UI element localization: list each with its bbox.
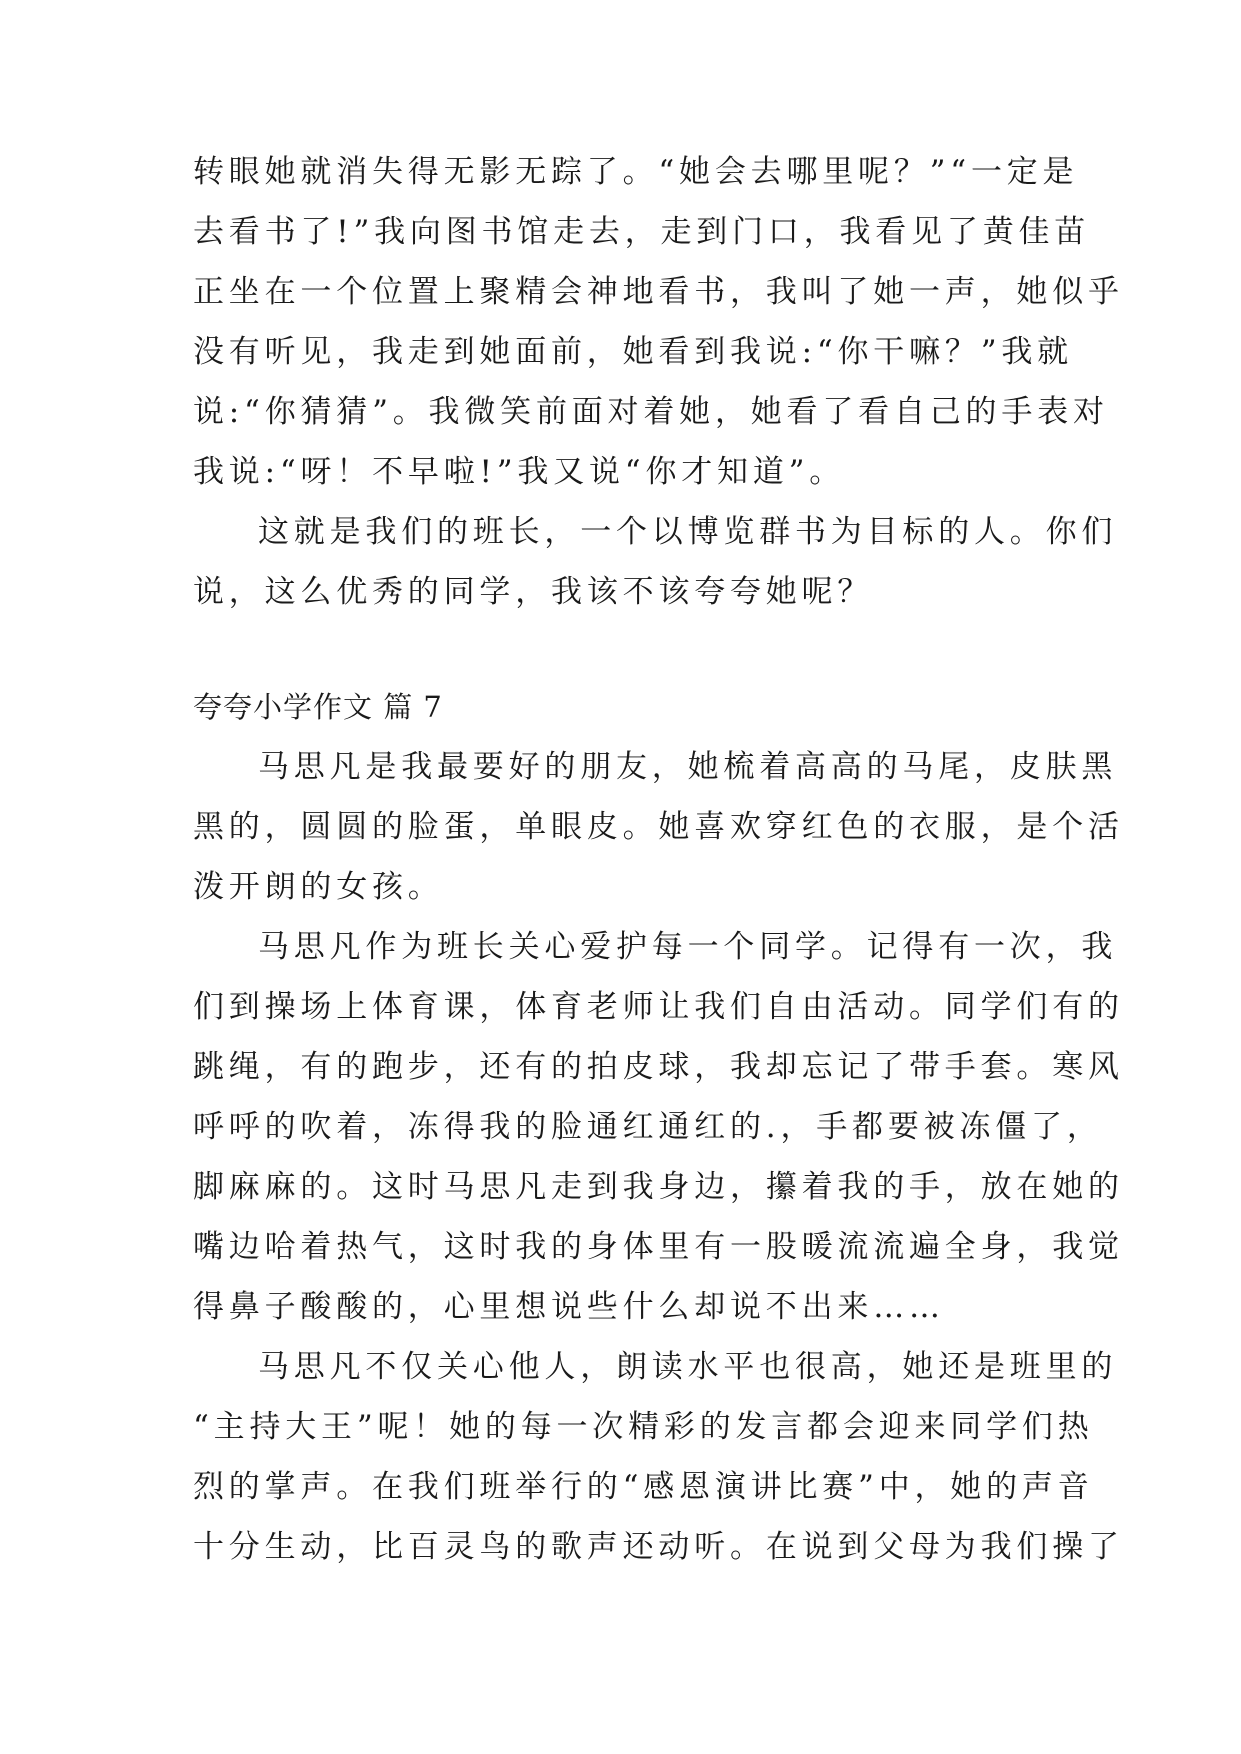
- text-line: 呼呼的吹着，冻得我的脸通红通红的.，手都要被冻僵了，: [193, 1109, 1103, 1145]
- text-line: 转眼她就消失得无影无踪了。“她会去哪里呢？”“一定是: [193, 154, 1079, 190]
- text-line: 十分生动，比百灵鸟的歌声还动听。在说到父母为我们操了: [193, 1529, 1124, 1565]
- text-line: 脚麻麻的。这时马思凡走到我身边，攥着我的手，放在她的: [193, 1169, 1124, 1205]
- text-line: 说，这么优秀的同学，我该不该夸夸她呢？: [193, 574, 874, 610]
- text-line: 马思凡作为班长关心爱护每一个同学。记得有一次，我: [258, 929, 1118, 965]
- text-line: 正坐在一个位置上聚精会神地看书，我叫了她一声，她似乎: [193, 274, 1124, 310]
- text-line: 马思凡是我最要好的朋友，她梳着高高的马尾，皮肤黑: [258, 749, 1118, 785]
- text-line: 烈的掌声。在我们班举行的“感恩演讲比赛”中，她的声音: [193, 1469, 1094, 1505]
- text-line: 去看书了!”我向图书馆走去，走到门口，我看见了黄佳苗: [193, 214, 1091, 250]
- text-line: 我说:“呀！不早啦!”我又说“你才知道”。: [193, 454, 846, 490]
- text-line: 得鼻子酸酸的，心里想说些什么却说不出来……: [193, 1289, 945, 1325]
- text-line: 嘴边哈着热气，这时我的身体里有一股暖流流遍全身，我觉: [193, 1229, 1124, 1265]
- text-line: 没有听见，我走到她面前，她看到我说:“你干嘛？”我就: [193, 334, 1073, 370]
- text-line: 说:“你猜猜”。我微笑前面对着她，她看了看自己的手表对: [193, 394, 1109, 430]
- text-line: 们到操场上体育课，体育老师让我们自由活动。同学们有的: [193, 989, 1124, 1025]
- text-line: 马思凡不仅关心他人，朗读水平也很高，她还是班里的: [258, 1349, 1118, 1385]
- text-line: 泼开朗的女孩。: [193, 869, 444, 905]
- text-line: 这就是我们的班长，一个以博览群书为目标的人。你们: [258, 514, 1118, 550]
- section-title: 夸夸小学作文 篇 7: [193, 690, 443, 724]
- text-line: “主持大王”呢！她的每一次精彩的发言都会迎来同学们热: [193, 1409, 1094, 1445]
- text-line: 黑的，圆圆的脸蛋，单眼皮。她喜欢穿红色的衣服，是个活: [193, 809, 1124, 845]
- text-line: 跳绳，有的跑步，还有的拍皮球，我却忘记了带手套。寒风: [193, 1049, 1124, 1085]
